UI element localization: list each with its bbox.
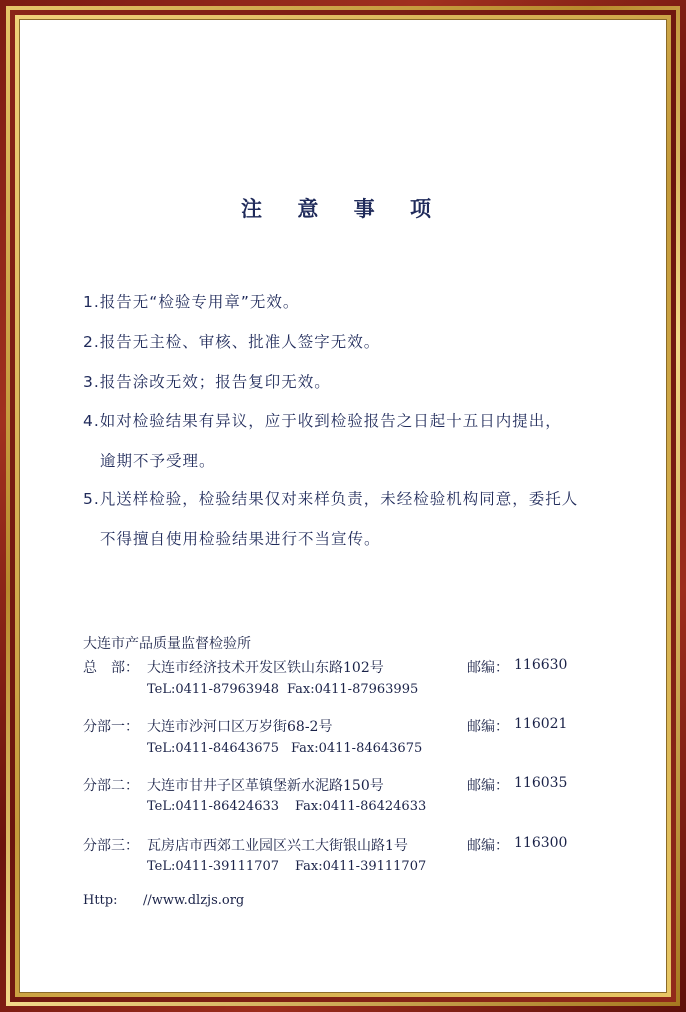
postcode-label: 邮编： (467, 838, 509, 854)
branch-fax: Fax:0411-39111707 (295, 859, 427, 874)
branch-address: 大连市经济技术开发区铁山东路102号 (147, 660, 384, 676)
branch-tel: TeL:0411-87963948 (147, 682, 280, 697)
branch-fax: Fax:0411-86424633 (295, 799, 427, 814)
branch-tel: TeL:0411-39111707 (147, 859, 280, 874)
postcode-value: 116300 (514, 835, 568, 851)
page-title: 注 意 事 项 (241, 197, 445, 221)
branch-address: 大连市沙河口区万岁街68-2号 (147, 719, 333, 735)
branch-tel: TeL:0411-84643675 (147, 741, 280, 756)
notice-item-2: 2.报告无主检、审核、批准人签字无效。 (83, 333, 381, 351)
branch-tel: TeL:0411-86424633 (147, 799, 280, 814)
notice-item-1: 1.报告无“检验专用章”无效。 (83, 293, 300, 311)
postcode-value: 116021 (514, 716, 568, 732)
http-label: Http: (83, 893, 118, 908)
branch-label: 总 部： (83, 660, 139, 676)
notice-item-3: 3.报告涂改无效；报告复印无效。 (83, 373, 331, 391)
branch-address: 大连市甘井子区革镇堡新水泥路150号 (147, 778, 384, 794)
institute-name: 大连市产品质量监督检验所 (83, 636, 251, 652)
notice-item-5: 5.凡送样检验，检验结果仅对来样负责，未经检验机构同意，委托人 (83, 490, 579, 508)
notice-item-4: 4.如对检验结果有异议，应于收到检验报告之日起十五日内提出， (83, 412, 562, 430)
postcode-label: 邮编： (467, 778, 509, 794)
notice-item-5-continuation: 不得擅自使用检验结果进行不当宣传。 (100, 530, 381, 548)
branch-fax: Fax:0411-84643675 (291, 741, 423, 756)
branch-fax: Fax:0411-87963995 (287, 682, 419, 697)
branch-address: 瓦房店市西郊工业园区兴工大街银山路1号 (147, 838, 408, 854)
branch-label: 分部一： (83, 719, 139, 735)
postcode-label: 邮编： (467, 719, 509, 735)
branch-label: 分部三： (83, 838, 139, 854)
website-link[interactable]: //www.dlzjs.org (143, 893, 245, 908)
postcode-value: 116035 (514, 775, 568, 791)
branch-label: 分部二： (83, 778, 139, 794)
notice-item-4-continuation: 逾期不予受理。 (100, 452, 216, 470)
postcode-value: 116630 (514, 657, 568, 673)
postcode-label: 邮编： (467, 660, 509, 676)
